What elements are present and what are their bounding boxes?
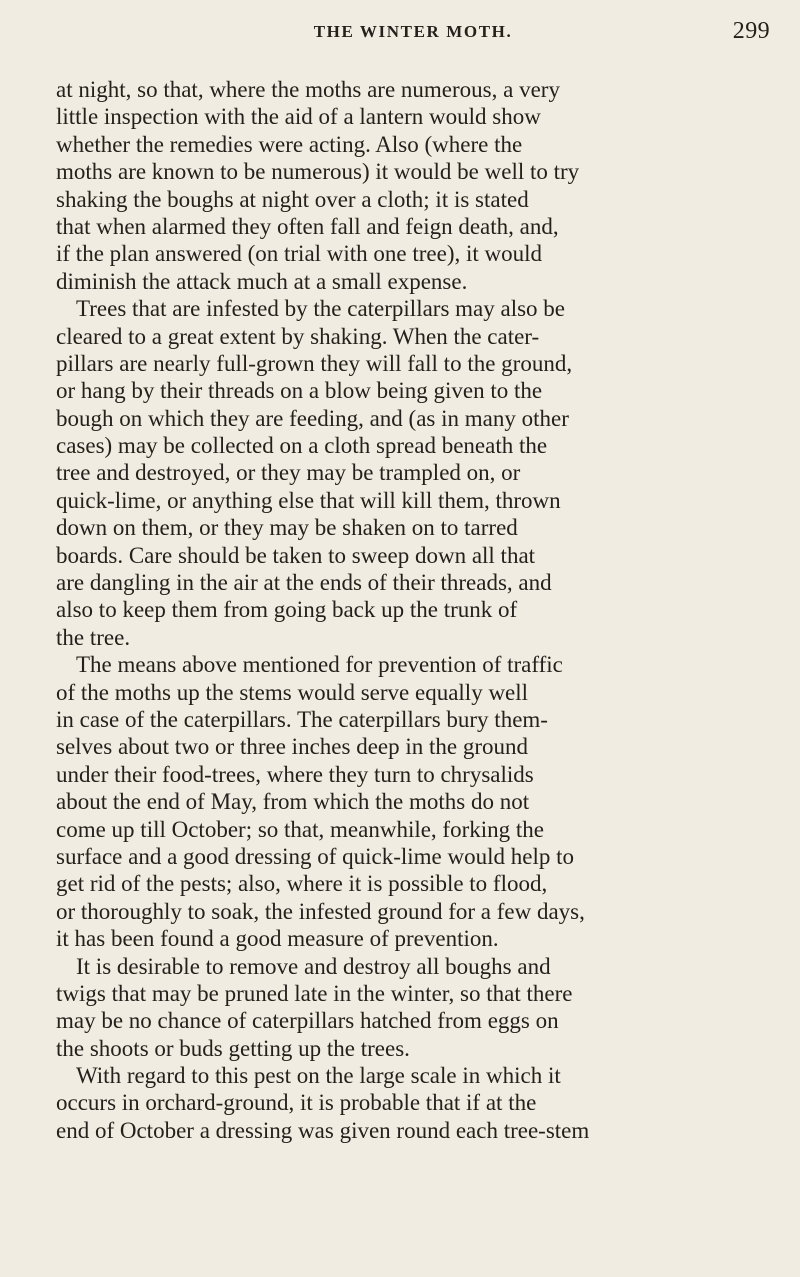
text-line: about the end of May, from which the moths do not [56, 789, 530, 815]
text-line: the tree. [56, 624, 131, 650]
text-line: in case of the caterpillars. The caterpillars bury them- [56, 706, 548, 732]
text-line: of the moths up the stems would serve equally well [56, 679, 529, 705]
text-line: under their food-trees, where they turn to chrysalids [56, 761, 534, 787]
paragraph-start-line: Trees that are infested by the caterpillars may also be [76, 296, 566, 322]
text-line: cleared to a great extent by shaking. When the cater- [56, 323, 540, 349]
text-line: are dangling in the air at the ends of their threads, and [56, 570, 552, 596]
text-line: boards. Care should be taken to sweep down all that [56, 542, 536, 568]
text-line: down on them, or they may be shaken on to tarred [56, 515, 518, 541]
running-head [56, 10, 770, 50]
text-line: surface and a good dressing of quick-lime would help to [56, 843, 575, 869]
text-line: or hang by their threads on a blow being given to the [56, 378, 543, 404]
text-line: may be no chance of caterpillars hatched from eggs on [56, 1008, 559, 1034]
text-line: the shoots or buds getting up the trees. [56, 1035, 410, 1061]
text-line: shaking the boughs at night over a cloth; it is stated [56, 186, 529, 212]
text-line: twigs that may be pruned late in the winter, so that there [56, 980, 573, 1006]
text-line: come up till October; so that, meanwhile, forking the [56, 816, 544, 842]
text-line: pillars are nearly full-grown they will fall to the ground, [56, 350, 573, 376]
text-line: it has been found a good measure of prevention. [56, 926, 499, 952]
text-line: bough on which they are feeding, and (as in many other [56, 405, 569, 431]
text-line: selves about two or three inches deep in the ground [56, 734, 529, 760]
paragraph-start-line: It is desirable to remove and destroy all boughs and [76, 953, 551, 979]
text-line: get rid of the pests; also, where it is possible to flood, [56, 871, 548, 897]
paragraph-start-line: The means above mentioned for prevention of traffic [76, 652, 563, 678]
body-text [56, 76, 772, 1144]
text-line: little inspection with the aid of a lantern would show [56, 104, 541, 130]
text-line: end of October a dressing was given round each tree-stem [56, 1117, 590, 1143]
text-line: occurs in orchard-ground, it is probable that if at the [56, 1090, 537, 1116]
text-line: also to keep them from going back up the trunk of [56, 597, 518, 623]
text-line: if the plan answered (on trial with one tree), it would [56, 241, 543, 267]
paragraph-start-line: With regard to this pest on the large scale in which it [76, 1063, 561, 1089]
text-line: quick-lime, or anything else that will kill them, thrown [56, 487, 561, 513]
text-line: moths are known to be numerous) it would be well to try [56, 159, 580, 185]
page-number: 299 [732, 18, 770, 44]
text-line: whether the remedies were acting. Also (where the [56, 131, 523, 157]
text-line: at night, so that, where the moths are numerous, a very [56, 77, 560, 102]
running-title: THE WINTER MOTH. [313, 22, 513, 41]
text-line: tree and destroyed, or they may be trampled on, or [56, 460, 521, 486]
text-line: or thoroughly to soak, the infested ground for a few days, [56, 898, 585, 924]
text-line: that when alarmed they often fall and feign death, and, [56, 213, 559, 239]
text-line: cases) may be collected on a cloth spread beneath the [56, 433, 548, 459]
text-line: diminish the attack much at a small expense. [56, 268, 468, 294]
